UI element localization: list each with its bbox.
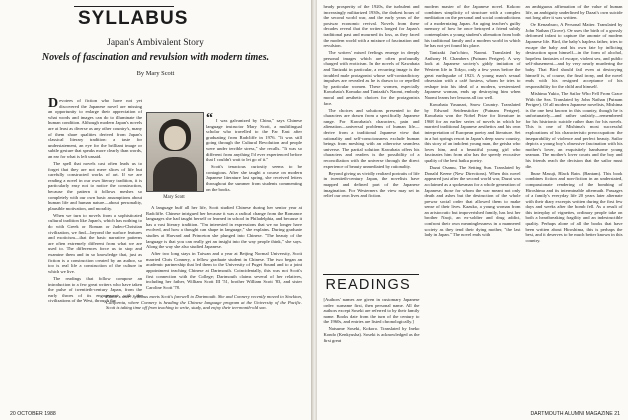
- paragraph: A language buff all her life, Scott studied Chinese during her senior year at Radcliffe. Chinese intrigued her because it was a radical change from the Romance languages she had taught herself or learned in school in Philadelphia, and because it has a vast literary tradition. "I'm interested in expressions that we no longer have evolved, and how a thought can shape in language," she explains. During graduate studies at Harvard and Princeton she plunged into Chinese. "The beauty of the language is that you can really get an insight into the way people think," she says. Along the way she also studied Japanese.: [146, 205, 302, 250]
- paragraph: modern master of the Japanese novel. Kokoro combines simplicity of structure with a complex meditation on the personal and social contradictions of a modernizing Japan. An aging teacher's guilty memory of how he once betrayed a friend subtly contemplates a young student's alienation from both his traditional family and a modern world in which he has not yet found his place.: [424, 4, 521, 49]
- photo-caption: Mary Scott: [163, 195, 185, 200]
- section-title: SYLLABUS: [78, 8, 189, 29]
- readings-title: READINGS: [325, 277, 411, 293]
- paragraph: Beyond giving us vividly realized portraits of life in twentieth-century Japan, the novelists have mapped and defined part of the Japanese imagination. For Westerners the view may set in relief our own lives and fiction.: [323, 170, 420, 199]
- readings-rule: [323, 274, 419, 275]
- left-page: [0, 0, 312, 420]
- pullquote: I was galvanized by China," says Chinese language instructor Mary Scott, a multilingual scholar who travelled to the Far East after graduating from Radcliffe in 1976. "It was still going through the Cultural Revolution and people were under terrible stress," she recalls. "It was so different from anything I'd ever experienced before that I couldn't wait to let go of it.": [206, 118, 302, 163]
- right-column-3: [525, 4, 622, 245]
- profile-column-wide: [146, 205, 302, 292]
- paragraph: Dazai Osamu, The Setting Sun. Translated by Donald Keene (New Directions). When this novel appeared just after the second world war, Dazai was acclaimed as a spokesman for a whole generation of Japanese, those for whom the war meant not only death and ashes but the destruction of the whole prewar social order that allowed them to make sense of their lives. Kazuko, a young woman from an aristocratic but impoverished family, has lost her brother Naoji, an ex-soldier and drug addict, confront their own meaninglessness in a mannered society as they tend their dying mother, "the last lady in Japan." The novel ends with: [424, 165, 521, 238]
- deck: Novels of fascination and revulsion with modern times.: [41, 52, 270, 63]
- editor-note: Editor's note: Syllabus meets Scott's farewell to Dartmouth. She and Connery recently moved to Stockton, California, where Connery is heading the Chinese language program at the University of the Pacific. Scott is taking time off from teaching to write, study, and enjoy their ten-month-old son.: [106, 294, 302, 311]
- paragraph: Scott's tenacious curiosity seems to be contagious. After she taught a course on modern Japanese literature last spring, she received letters throughout the summer from students commenting on the books.: [206, 164, 302, 192]
- paragraph: The choices and solutions presented to the characters are drawn from a specifically Japanese range. For Kawabata's characters, pain and alienation—universal problems of human life—derive from a traditional Japanese view that rationality and self-consciousness exclude human beings from meshing with an otherwise seamless universe. The partial solution Kawabata offers his characters and readers is the possibility of a reconciliation with the universe through the direct experience of beauty unmediated by rationality.: [323, 107, 420, 169]
- paragraph: After two long stays in Taiwan and a year at Beijing Normal University, Scott married Chris Connery, a fellow graduate student in Chinese. The two began an academic partnership that led them to the University of Puget Sound and to a joint appointment teaching Chinese at Dartmouth. Coincidentally, this was not Scott's first connection with the College; Dartmouth claims several of her relatives, including her father, William Scott III '51, brother William Scott '83, and sister Caroline Scott '78.: [146, 251, 302, 290]
- paragraph: heady prosperity of the 1920s, the turbulent and increasingly militarized 1930s, the darkest hours of the second world war, and the early years of the postwar economic revival. Novels from these decades reveal that the writers longed for Japan's traditional past and mourned its loss, as they faced the modern world with a mixture of fascination and revulsion.: [323, 4, 420, 49]
- paragraph: Oe Kenzaburo, A Personal Matter. Translated by John Nathan (Grove). Oe uses the birth of a grossly deformed infant to capture the anomie of modern Japanese life. Bird, the baby's hapless father, tries to escape the baby and his own fate by inflicting destruction upon himself—in the form of alcohol, hopeless fantasies of escape, violent sex, and public self-abasement—and by very nearly murdering the baby. That Bird should fail even at destroying himself is, of course, the final irony, and the novel ends with his resigned acceptance of his responsibility for the child and himself.: [525, 22, 623, 89]
- author-photo: [146, 112, 204, 192]
- right-column-1: [323, 4, 419, 200]
- paragraph: The writers' mixed feelings emerge in deeply personal images which are often profoundly charged with eroticism. In the novels of Kawabata and Tanizaki in particular, a recurring image is the troubled male protagonist whose self-contradictory impulses are revealed as he is drawn to or repelled by particular women. These women, especially Kawabata's Komako and Tanizaki's Naomi, embody moral and aesthetic choices for the protagonists face.: [323, 50, 420, 106]
- readings-intro: [323, 297, 419, 345]
- right-column-2: [424, 4, 520, 239]
- paragraph: Natsume Soseki, Kokoro. Translated by Ineko Kondo (Kenkyusha). Soseki is acknowledged as the first great: [323, 326, 420, 343]
- left-column-1: [48, 98, 142, 305]
- paragraph: When we turn to novels from a sophisticated cultural tradition like Japan's, which has nothing to do with Greek or Roman or Judeo-Christian civilization, we find—beyond the surface features and exoticism—that the basic narrative patterns are often extremely different from what we are used to. The differences force us to stop and examine them and in so knowledge that, just as fiction is a construction created by an author, so too is real life a construction of the culture in which we live.: [48, 212, 142, 274]
- paragraph: [Authors' names are given in customary Japanese order: surname first, then personal name. All the authors except Soseki are referred to by their family name. Books date from the turn of the century to the 1960s, and entries are listed chronologically.]: [323, 297, 420, 325]
- headline: Japan's Ambivalent Story: [107, 38, 204, 48]
- right-page: [317, 0, 628, 420]
- paragraph: Ibuse Masuji, Black Rain. (Bantam). This book combines fiction and non-fiction in an understated, compassionate rendering of the bombing of Hiroshima and its interminable aftermath. Passages of a family's everyday life 20 years later alternate with their diary excerpts written during the first few days and weeks after the bomb fell. As a result of this interplay of vignettes, ordinary people take on both a heartbreaking fragility and an indestructible quality. Perhaps alone of all the books that have been written about Hiroshima, this is perhaps the best, and it deserves to be much better known in this country.: [525, 170, 623, 243]
- paragraph: Devotees of fiction who have not yet discovered the Japanese novel are missing an opportunity to enlarge their appreciation of what words and images can do to illuminate the human condition. Although modern Japan's novels are at least as diverse as any other country's, many of them share qualities derived from Japan's classical literary tradition: a taste for understatement, an eye for the brilliant image or subtle gesture that speaks more clearly than words, an ear for what is left unsaid.: [48, 96, 142, 159]
- profile-column: [206, 118, 302, 194]
- paragraph: The readings that follow compose an introduction to a few great writers who have taken the pulse of twentieth-century Japan, from the early throes of its engagement with the civilizations of the West, through the: [48, 275, 142, 304]
- paragraph: Mishima Yukio, The Sailor Who Fell From Grace With the Sea. Translated by John Nathan (Putnam Perigee). Of all modern Japanese novelists, Mishima is the one best known in this country, though he is unfortunately—and rather unfairly—remembered for his histrionic suicide rather than for his novels. This is one of Mishima's most successful explorations of his characteristic preoccupation: the inseparability of violence and perfect beauty. Sailor depicts a young boy's obsessive fascination with his mother's lover, an exquisitely handsome young seaman. The mother's lover courts and the boy and his friends reach the decision that the sailor must die.: [525, 90, 623, 169]
- paragraph: Tanizaki Jun'ichiro, Naomi. Translated by Anthony H. Chambers (Putnam Perigee). A wry look at Japanese society's giddy imitation of Western life in Tokyo, only a few years before the great earthquake of 1923. A young man's sexual obsession with a café hostess, whom he tries to reshape into his ideal of a modern, westernized Japanese woman, ends up destroying him when Naomi learns her lessons all too well.: [424, 50, 521, 100]
- paragraph: an ambiguous affirmation of the value of human life, an ambiguity underlined by Dazai's own suicide not long after it was written.: [525, 4, 623, 21]
- page-folio-right: DARTMOUTH ALUMNI MAGAZINE 21: [530, 411, 620, 417]
- quote-mark: “: [206, 111, 213, 126]
- drop-cap: D: [48, 96, 59, 111]
- byline: By Mary Scott: [136, 70, 175, 77]
- paragraph: Kawabata Yasunari, Snow Country. Translated by Edward Seidensticker (Putnam Perigee). Kawabata won the Nobel Prize for literature in 1968 for an earlier series of novels in which he married traditional Japanese aesthetics and his own interpretation of European poetry and literature. Set in a hot springs resort in Japan's deep snow country, this story of an indolent young man, the geisha who loves him, and a beautiful young girl who fascinates him from afar has the speedy evocative quality of the best haiku poetry.: [424, 102, 521, 164]
- paragraph: The spell that novels cast often leads us to forget that they are not mere slices of life but carefully constructed works of art. If we are reading a novel in our own literary tradition, it is particularly easy not to notice the construction, because the pattern it follows meshes so completely with our own basic assumptions about human life and human nature—about personality, plausible motivation, and morality.: [48, 161, 142, 211]
- page-folio-left: 20 OCTOBER 1988: [10, 411, 56, 417]
